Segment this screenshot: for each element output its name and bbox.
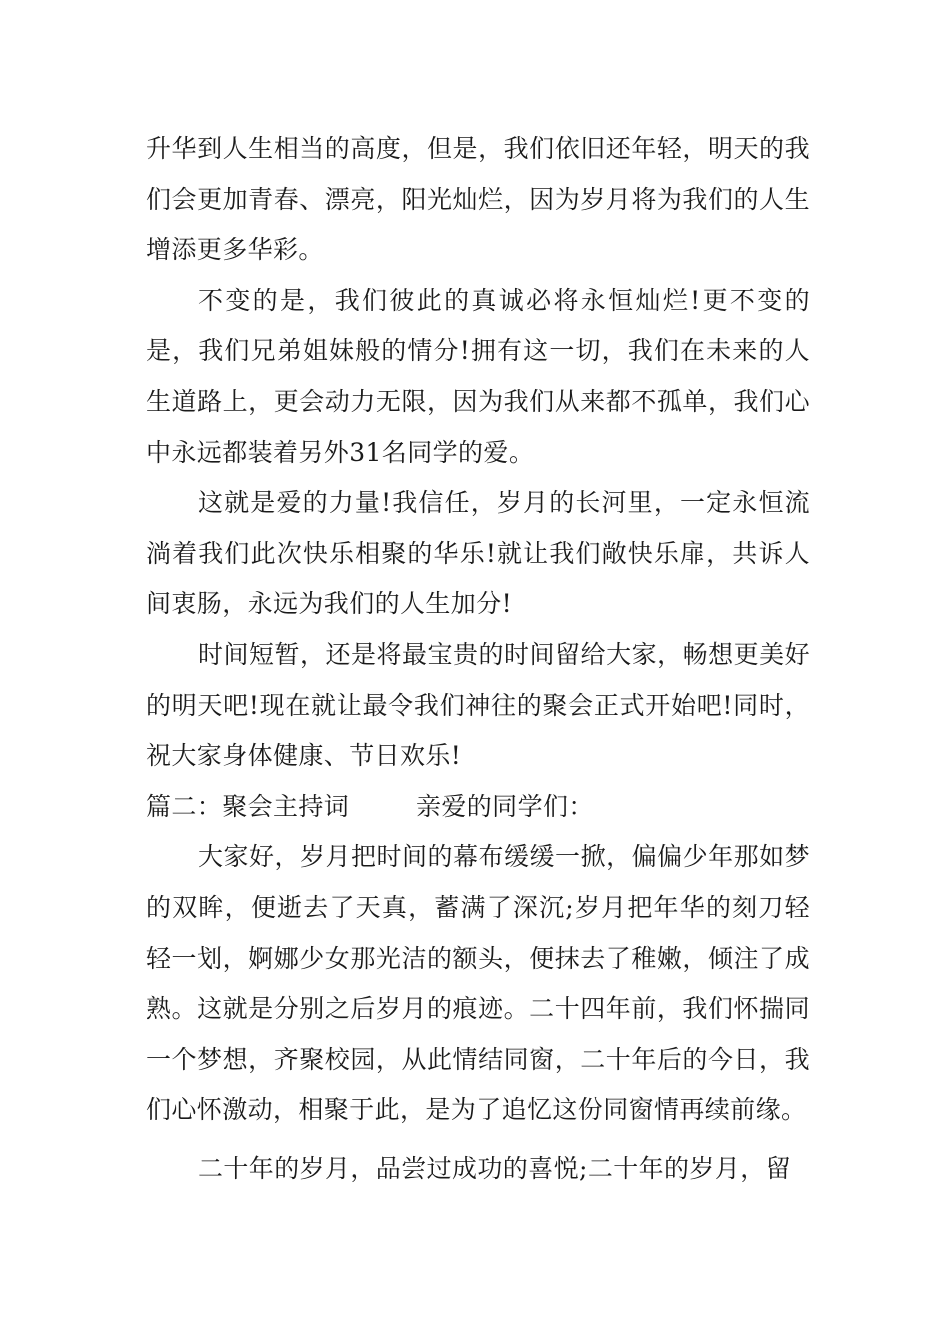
section-heading: [146, 782, 810, 833]
document-page: [146, 124, 810, 1194]
paragraph-5: 大家好，岁月把时间的幕布缓缓一掀，偏偏少年那如梦的双眸，便逝去了天真，蓄满了深沉;岁月把年华的刻刀轻轻一划，婀娜少女那光洁的额头，便抹去了稚嫩，倾注了成熟。这就是分别之后岁月的痕迹。二十四年前，我们怀揣同一个梦想，齐聚校园，从此情结同窗，二十年后的今日，我们心怀激动，相聚于此，是为了追忆这份同窗情再续前缘。: [146, 842, 810, 1125]
paragraph-4: 时间短暂，还是将最宝贵的时间留给大家，畅想更美好的明天吧!现在就让最令我们神往的聚会正式开始吧!同时，祝大家身体健康、节日欢乐!: [146, 639, 810, 771]
heading-spacer: [349, 792, 416, 821]
paragraph-1: 升华到人生相当的高度，但是，我们依旧还年轻，明天的我们会更加青春、漂亮，阳光灿烂，因为岁月将为我们的人生增添更多华彩。: [146, 134, 810, 265]
section-title: 篇二：聚会主持词: [146, 791, 350, 821]
paragraph-6: 二十年的岁月，品尝过成功的喜悦;二十年的岁月，留: [198, 1153, 792, 1183]
paragraph-2: 不变的是，我们彼此的真诚必将永恒灿烂!更不变的是，我们兄弟姐妹般的情分!拥有这一切，我们在未来的人生道路上，更会动力无限，因为我们从来都不孤单，我们心中永远都装着另外31名同学的爱。: [146, 285, 810, 467]
section-greeting: 亲爱的同学们：: [415, 791, 594, 821]
paragraph-3: 这就是爱的力量!我信任，岁月的长河里，一定永恒流淌着我们此次快乐相聚的华乐!就让我们敞快乐扉，共诉人间衷肠，永远为我们的人生加分!: [146, 488, 810, 619]
